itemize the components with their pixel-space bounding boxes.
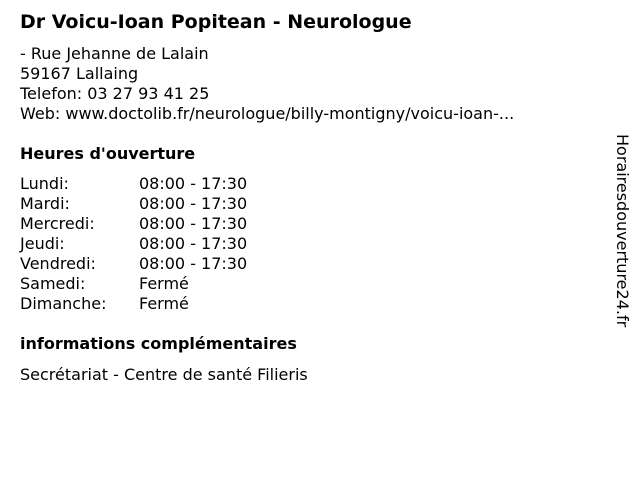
day-hours: 08:00 - 17:30: [139, 234, 248, 253]
additional-info-heading: informations complémentaires: [20, 334, 297, 353]
day-hours: Fermé: [139, 294, 189, 313]
phone-number[interactable]: Telefon: 03 27 93 41 25: [20, 84, 210, 103]
day-hours: 08:00 - 17:30: [139, 174, 248, 193]
additional-info-text: Secrétariat - Centre de santé Filieris: [20, 365, 308, 384]
opening-hours-heading: Heures d'ouverture: [20, 144, 196, 163]
page-title: Dr Voicu-Ioan Popitean - Neurologue: [20, 11, 412, 33]
day-hours: 08:00 - 17:30: [139, 194, 248, 213]
site-watermark: Horairesdouverture24.fr: [613, 134, 632, 328]
day-label: Samedi:: [20, 274, 86, 293]
day-label: Mardi:: [20, 194, 70, 213]
day-label: Vendredi:: [20, 254, 96, 273]
day-hours: 08:00 - 17:30: [139, 254, 248, 273]
website-link[interactable]: Web: www.doctolib.fr/neurologue/billy-montigny/voicu-ioan-...: [20, 104, 515, 123]
address-street: - Rue Jehanne de Lalain: [20, 44, 209, 63]
day-label: Jeudi:: [20, 234, 65, 253]
day-hours: Fermé: [139, 274, 189, 293]
address-city: 59167 Lallaing: [20, 64, 139, 83]
day-hours: 08:00 - 17:30: [139, 214, 248, 233]
day-label: Mercredi:: [20, 214, 95, 233]
day-label: Lundi:: [20, 174, 69, 193]
day-label: Dimanche:: [20, 294, 107, 313]
